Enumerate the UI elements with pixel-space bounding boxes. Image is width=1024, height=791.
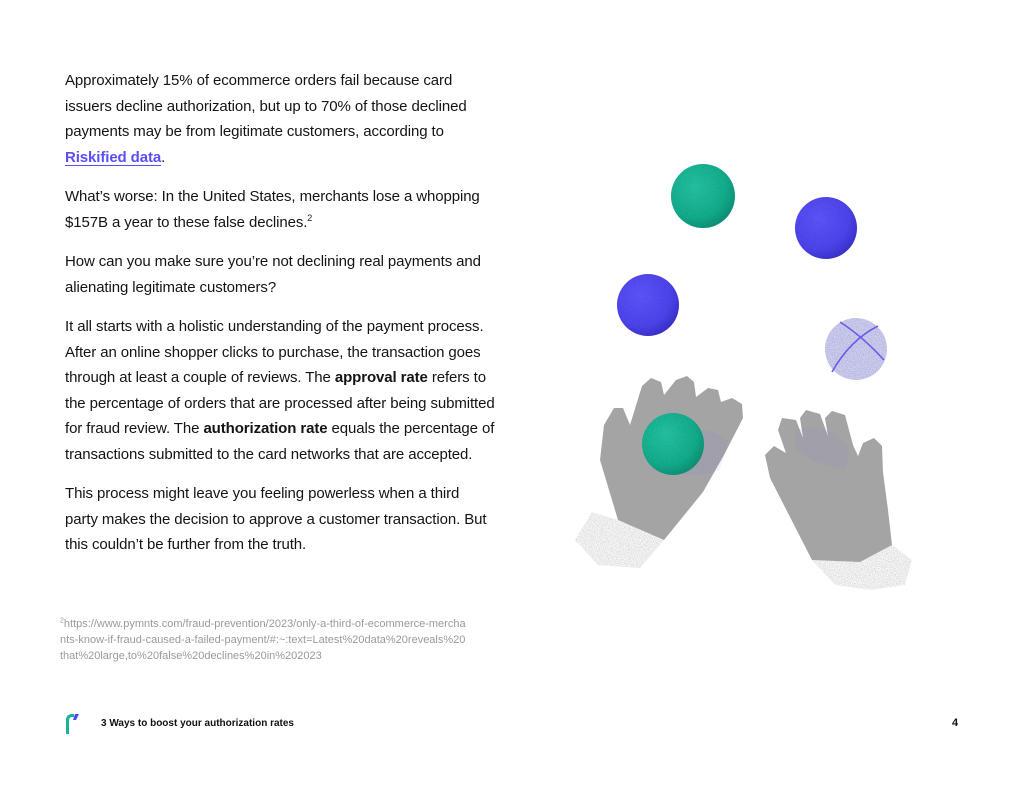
teal-ball-in-hand	[642, 413, 704, 475]
authorization-rate-term: authorization rate	[203, 420, 328, 437]
paragraph-4	[65, 314, 495, 467]
purple-ball-left	[617, 274, 679, 336]
paragraph-5: This process might leave you feeling powerless when a third party makes the decision to approve a customer transaction. But this couldn’t be further from the truth.	[65, 485, 487, 553]
paragraph-2-text: What’s worse: In the United States, merchants lose a whopping $157B a year to these false declines.	[65, 188, 480, 231]
riskified-data-link[interactable]: Riskified data	[65, 148, 162, 166]
footnote-ref: 2	[307, 212, 313, 223]
left-glove	[575, 376, 743, 568]
paragraph-3: How can you make sure you’re not declining real payments and alienating legitimate customers?	[65, 253, 481, 296]
footnote-url[interactable]: https://www.pymnts.com/fraud-prevention/2023/only-a-third-of-ecommerce-merchants-know-if-fraud-caused-a-failed-payment/#:~:text=Latest%20data%20reveals%20that%20large,to%20false%20declines%20in%202023	[60, 618, 466, 662]
page-footer	[0, 708, 1024, 738]
paragraph-1-text: Approximately 15% of ecommerce orders fail because card issuers decline authorization, but up to 70% of those declined payments may be from legitimate customers, according to	[65, 72, 467, 140]
body-text	[65, 68, 495, 572]
page-number: 4	[952, 717, 959, 729]
footer-title: 3 Ways to boost your authorization rates	[101, 718, 294, 729]
paragraph-1-end: .	[161, 148, 166, 166]
paragraph-2	[65, 184, 495, 235]
teal-ball-top	[671, 164, 735, 228]
purple-ball-right	[795, 197, 857, 259]
riskified-logo-icon	[64, 712, 80, 736]
paragraph-1	[65, 68, 495, 170]
footnote	[60, 616, 468, 664]
paragraph-4-text-d: equals the percentage of transactions submitted to the card networks that are accepted.	[65, 420, 495, 463]
paragraph-4-text-c: refers to the percentage of orders that are processed after being submitted for fraud review. The	[65, 369, 495, 437]
juggling-hands-illustration	[560, 150, 960, 600]
right-glove	[765, 410, 912, 590]
approval-rate-term: approval rate	[334, 369, 428, 386]
paragraph-4-text-a: It all starts with a holistic understanding of the payment process. After an online shopper clicks to purchase, the transaction goes through at least a couple of reviews. The	[65, 318, 484, 386]
footnote-number: 2	[60, 617, 64, 625]
striped-ball	[825, 318, 887, 380]
